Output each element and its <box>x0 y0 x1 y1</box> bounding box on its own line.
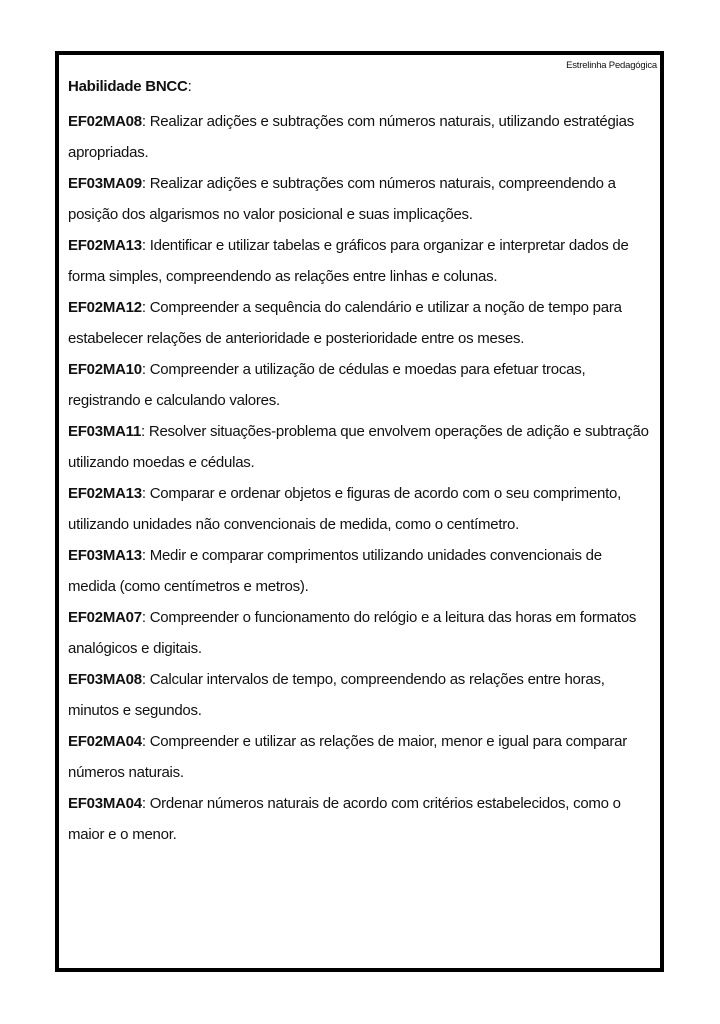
skill-code: EF03MA09 <box>68 175 142 192</box>
skill-item <box>68 168 652 230</box>
skill-code: EF03MA08 <box>68 671 142 688</box>
skill-description: : Realizar adições e subtrações com números naturais, utilizando estratégias apropriadas. <box>68 113 634 161</box>
skills-list <box>68 106 652 850</box>
skill-item <box>68 726 652 788</box>
skill-code: EF03MA11 <box>68 423 142 440</box>
skill-code: EF02MA13 <box>68 485 142 502</box>
skill-description: : Comparar e ordenar objetos e figuras de acordo com o seu comprimento, utilizando unidades não convencionais de medida, como o centímetro. <box>68 485 622 533</box>
skill-item <box>68 788 652 850</box>
section-heading <box>68 75 652 99</box>
skill-description: : Ordenar números naturais de acordo com critérios estabelecidos, como o maior e o menor. <box>68 795 621 843</box>
skill-item <box>68 478 652 540</box>
skill-code: EF03MA13 <box>68 547 142 564</box>
brand-label: Estrelinha Pedagógica <box>566 60 657 71</box>
skill-code: EF03MA04 <box>68 795 142 812</box>
skill-code: EF02MA04 <box>68 733 142 750</box>
skill-description: : Compreender a utilização de cédulas e moedas para efetuar trocas, registrando e calculando valores. <box>68 361 586 409</box>
skills-content <box>68 75 652 850</box>
skill-description: : Compreender e utilizar as relações de maior, menor e igual para comparar números naturais. <box>68 733 627 781</box>
page-frame <box>55 51 664 972</box>
skill-item <box>68 540 652 602</box>
skill-code: EF02MA13 <box>68 237 142 254</box>
skill-code: EF02MA10 <box>68 361 142 378</box>
skill-code: EF02MA08 <box>68 113 142 130</box>
skill-item <box>68 664 652 726</box>
skill-item <box>68 416 652 478</box>
skill-item <box>68 106 652 168</box>
skill-description: : Resolver situações-problema que envolvem operações de adição e subtração utilizando moedas e cédulas. <box>68 423 649 471</box>
skill-description: : Realizar adições e subtrações com números naturais, compreendendo a posição dos algarismos no valor posicional e suas implicações. <box>68 175 616 223</box>
skill-item <box>68 230 652 292</box>
skill-description: : Medir e comparar comprimentos utilizando unidades convencionais de medida (como centímetros e metros). <box>68 547 602 595</box>
skill-description: : Compreender o funcionamento do relógio e a leitura das horas em formatos analógicos e digitais. <box>68 609 637 657</box>
skill-code: EF02MA12 <box>68 299 142 316</box>
skill-code: EF02MA07 <box>68 609 142 626</box>
skill-description: : Calcular intervalos de tempo, compreendendo as relações entre horas, minutos e segundos. <box>68 671 605 719</box>
heading-suffix: : <box>187 78 192 95</box>
skill-description: : Compreender a sequência do calendário e utilizar a noção de tempo para estabelecer relações de anterioridade e posterioridade entre os meses. <box>68 299 622 347</box>
skill-item <box>68 354 652 416</box>
skill-item <box>68 602 652 664</box>
heading-label: Habilidade BNCC <box>68 78 188 95</box>
skill-item <box>68 292 652 354</box>
skill-description: : Identificar e utilizar tabelas e gráficos para organizar e interpretar dados de forma simples, compreendendo as relações entre linhas e colunas. <box>68 237 629 285</box>
